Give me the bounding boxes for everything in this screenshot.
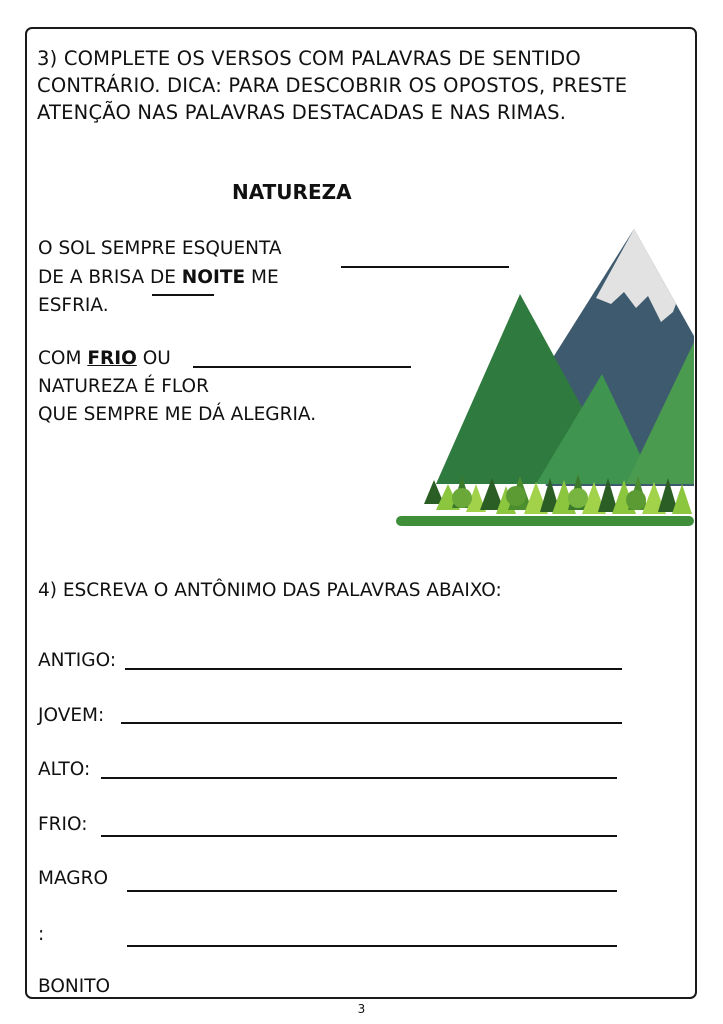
poem-line-4-post: OU [136,348,171,369]
poem-line-3: ESFRIA. [38,295,109,316]
antonym-label-frio: FRIO: [38,814,88,835]
poem-line-4-pre: COM [38,348,88,369]
antonym-label-bonito: BONITO [38,976,111,997]
antonym-line-antigo[interactable] [125,668,622,670]
q3-line-3: ATENÇÃO NAS PALAVRAS DESTACADAS E NAS RIMAS. [37,101,567,124]
highlight-word-noite: NOITE [181,267,246,288]
answer-blank-2[interactable] [152,294,214,296]
poem-line-2-pre: DE A BRISA DE [38,267,182,288]
antonym-label-colon: : [38,924,45,945]
antonym-label-antigo: ANTIGO: [38,650,117,671]
antonym-line-extra[interactable] [127,945,617,947]
poem-title: NATUREZA [232,180,352,204]
antonym-label-magro: MAGRO [38,868,109,889]
poem-line-5: NATUREZA É FLOR [38,376,209,397]
highlight-word-frio: FRIO [87,348,137,369]
antonym-line-frio[interactable] [101,835,617,837]
antonym-line-alto[interactable] [101,777,617,779]
q3-line-1: 3) COMPLETE OS VERSOS COM PALAVRAS DE SENTIDO [37,47,581,70]
q3-line-2: CONTRÁRIO. DICA: PARA DESCOBRIR OS OPOSTOS, PRESTE [37,74,628,97]
ground-strip [396,516,694,526]
poem-line-4 [38,344,171,373]
question-4-prompt: 4) ESCREVA O ANTÔNIMO DAS PALAVRAS ABAIXO: [38,580,502,601]
question-3-instructions [37,45,692,126]
antonym-label-jovem: JOVEM: [38,705,105,726]
poem-line-2 [38,263,279,292]
mountain-illustration [396,226,694,530]
antonym-line-magro[interactable] [127,890,617,892]
page-number: 3 [357,1002,366,1016]
antonym-line-jovem[interactable] [121,722,622,724]
antonym-label-alto: ALTO: [38,759,91,780]
answer-blank-3[interactable] [193,366,411,368]
poem-line-1: O SOL SEMPRE ESQUENTA [38,238,282,259]
poem-line-6: QUE SEMPRE ME DÁ ALEGRIA. [38,404,317,425]
poem-line-2-post: ME [245,267,279,288]
